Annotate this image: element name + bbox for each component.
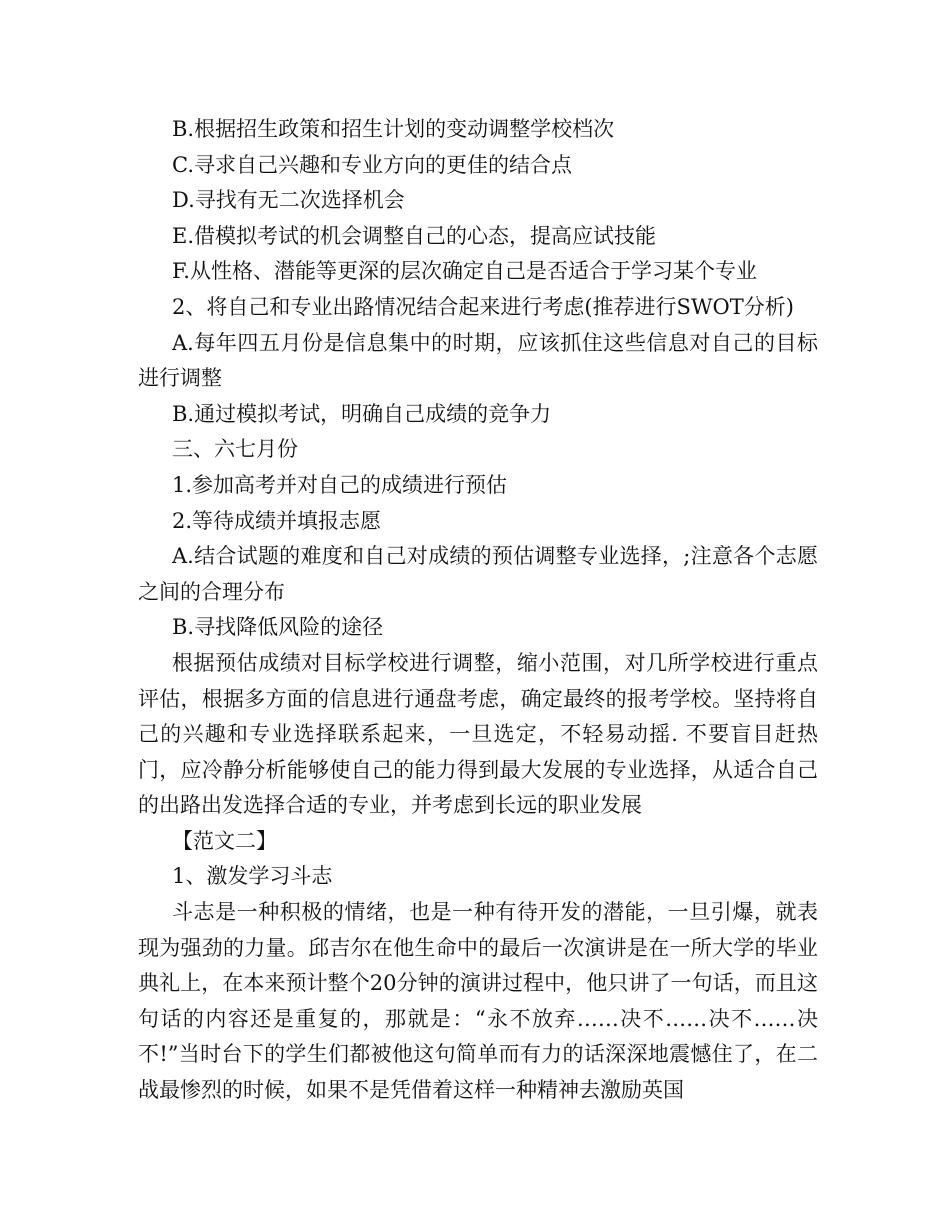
paragraph-option-a-difficulty: A.结合试题的难度和自己对成绩的预估调整专业选择，;注意各个志愿之间的合理分布 bbox=[138, 544, 818, 604]
paragraph-option-b-reduce-risk: B.寻找降低风险的途径 bbox=[172, 615, 384, 640]
paragraph-school-adjustment: 根据预估成绩对目标学校进行调整，缩小范围，对几所学校进行重点评估，根据多方面的信息进行通盘考虑，确定最终的报考学校。坚持将自己的兴趣和专业选择联系起来，一旦选定，不轻易动摇. 不要盲目赶热门，应冷静分析能够使自己的能力得到最大发展的专业选择，从适合自己的出路出发选择合适的专业，并考虑到长远的职业发展 bbox=[138, 650, 818, 818]
paragraph-option-b-competitiveness: B.通过模拟考试，明确自己成绩的竞争力 bbox=[172, 401, 552, 426]
paragraph-item-2-application: 2.等待成绩并填报志愿 bbox=[172, 508, 382, 533]
heading-sample-two: 【范文二】 bbox=[172, 828, 277, 853]
section-heading-june-july: 三、六七月份 bbox=[172, 437, 298, 462]
document-body bbox=[138, 112, 818, 1109]
paragraph-option-c-interest: C.寻求自己兴趣和专业方向的更佳的结合点 bbox=[172, 152, 572, 177]
paragraph-option-d-second-chance: D.寻找有无二次选择机会 bbox=[172, 188, 405, 213]
paragraph-item-1-exam: 1.参加高考并对自己的成绩进行预估 bbox=[172, 472, 508, 497]
paragraph-option-e-mock-exam: E.借模拟考试的机会调整自己的心态，提高应试技能 bbox=[172, 223, 657, 248]
paragraph-item-2-swot: 2、将自己和专业出路情况结合起来进行考虑(推荐进行SWOT分析) bbox=[172, 294, 794, 319]
paragraph-option-a-april-may: A.每年四五月份是信息集中的时期，应该抓住这些信息对自己的目标进行调整 bbox=[138, 330, 818, 391]
paragraph-item-1-motivation: 1、激发学习斗志 bbox=[172, 864, 333, 889]
paragraph-churchill-story: 斗志是一种积极的情绪，也是一种有待开发的潜能，一旦引爆，就表现为强劲的力量。邱吉尔在他生命中的最后一次演讲是在一所大学的毕业典礼上，在本来预计整个20分钟的演讲过程中，他只讲了一句话，而且这句话的内容还是重复的，那就是：“永不放弃……决不……决不……决不!”当时台下的学生们都被他这句简单而有力的话深深地震憾住了，在二战最惨烈的时候，如果不是凭借着这样一种精神去激励英国 bbox=[138, 900, 818, 1103]
paragraph-option-b-adjust-school: B.根据招生政策和招生计划的变动调整学校档次 bbox=[172, 117, 615, 141]
paragraph-option-f-personality: F.从性格、潜能等更深的层次确定自己是否适合于学习某个专业 bbox=[172, 259, 757, 284]
